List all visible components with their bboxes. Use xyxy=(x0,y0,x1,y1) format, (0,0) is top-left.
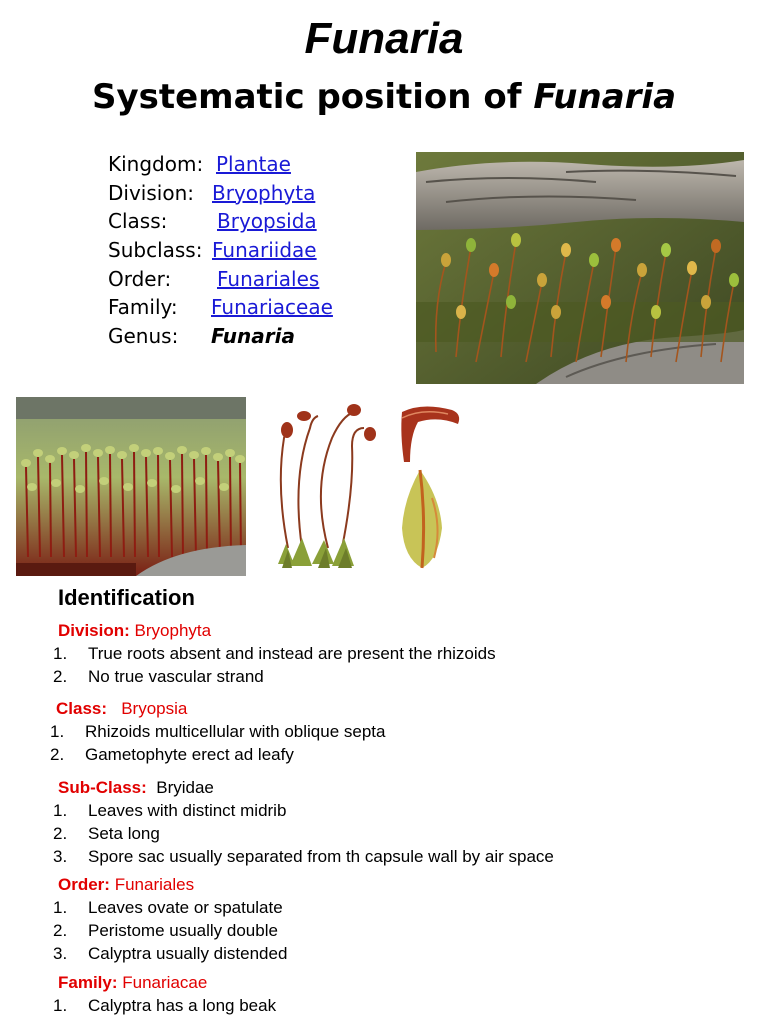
taxonomy-rank: Class: xyxy=(108,209,168,234)
list-item xyxy=(53,920,278,942)
group-value: Bryidae xyxy=(156,778,214,797)
identification-group-division xyxy=(58,620,211,642)
group-label: Order: xyxy=(58,875,110,894)
list-item xyxy=(53,666,264,688)
identification-group-order xyxy=(58,874,194,896)
list-item-number: 2. xyxy=(53,824,68,843)
taxonomy-link-funariaceae[interactable]: Funariaceae xyxy=(211,295,333,320)
list-item-number: 1. xyxy=(53,801,68,820)
taxonomy-rank: Kingdom: xyxy=(108,152,204,176)
list-item-number: 1. xyxy=(53,644,68,663)
taxonomy-row-division xyxy=(108,179,408,208)
group-label: Sub-Class: xyxy=(58,778,147,797)
list-item xyxy=(50,721,385,743)
taxonomy-row-genus xyxy=(108,322,408,351)
page-title: Funaria xyxy=(304,14,464,63)
taxonomy-row-class xyxy=(108,207,408,236)
list-item-number: 1. xyxy=(53,996,68,1015)
taxonomy-rank: Division: xyxy=(108,180,194,205)
taxonomy-row-subclass xyxy=(108,236,408,265)
taxonomy-table xyxy=(108,150,408,351)
list-item xyxy=(53,897,283,919)
list-item-text: No true vascular strand xyxy=(88,667,264,686)
list-item-number: 3. xyxy=(53,847,68,866)
list-item-number: 3. xyxy=(53,944,68,963)
taxonomy-genus-value: Funaria xyxy=(211,324,295,349)
list-item-text: Calyptra usually distended xyxy=(88,944,288,963)
moss-on-log-photo xyxy=(416,152,744,384)
taxonomy-link-plantae[interactable]: Plantae xyxy=(216,152,291,176)
page-subtitle xyxy=(0,74,768,120)
moss-colony-photo xyxy=(16,397,246,576)
group-label: Division: xyxy=(58,621,130,640)
group-value: Funariacae xyxy=(122,973,208,992)
group-value: Bryophyta xyxy=(134,621,212,640)
group-value: Bryopsia xyxy=(121,699,188,718)
subtitle-prefix: Systematic position of xyxy=(91,77,534,117)
list-item-text: Rhizoids multicellular with oblique septa xyxy=(85,722,386,741)
taxonomy-rank: Order: xyxy=(108,266,172,291)
list-item-text: Gametophyte erect ad leafy xyxy=(85,745,294,764)
list-item-text: Calyptra has a long beak xyxy=(88,996,277,1015)
list-item-number: 1. xyxy=(50,722,65,741)
list-item xyxy=(53,800,286,822)
list-item-text: Peristome usually double xyxy=(88,921,278,940)
subtitle-genus: Funaria xyxy=(533,77,677,117)
list-item xyxy=(53,643,496,665)
list-item-number: 1. xyxy=(53,898,68,917)
list-item xyxy=(53,995,276,1017)
taxonomy-link-funariidae[interactable]: Funariidae xyxy=(212,238,317,263)
list-item-text: Leaves with distinct midrib xyxy=(88,801,287,820)
taxonomy-link-funariales[interactable]: Funariales xyxy=(217,266,320,291)
list-item-text: True roots absent and instead are present the rhizoids xyxy=(88,644,496,663)
list-item-text: Seta long xyxy=(88,824,160,843)
list-item-number: 2. xyxy=(53,667,68,686)
taxonomy-rank: Family: xyxy=(108,295,178,320)
group-label: Family: xyxy=(58,973,118,992)
group-value: Funariales xyxy=(114,875,195,894)
list-item-text: Leaves ovate or spatulate xyxy=(88,898,283,917)
list-item-number: 2. xyxy=(53,921,68,940)
identification-group-family xyxy=(58,972,207,994)
list-item-text: Spore sac usually separated from th capsule wall by air space xyxy=(88,847,554,866)
list-item xyxy=(53,823,160,845)
group-label: Class: xyxy=(56,699,108,718)
taxonomy-rank: Subclass: xyxy=(108,238,203,263)
identification-group-class xyxy=(56,698,187,720)
list-item-number: 2. xyxy=(50,745,65,764)
identification-group-subclass xyxy=(58,777,214,799)
funaria-sporophyte-illustration xyxy=(262,398,472,576)
taxonomy-row-family xyxy=(108,293,408,322)
identification-heading: Identification xyxy=(58,585,195,610)
taxonomy-link-bryopsida[interactable]: Bryopsida xyxy=(217,209,317,234)
taxonomy-link-bryophyta[interactable]: Bryophyta xyxy=(212,180,316,205)
list-item xyxy=(50,744,294,766)
list-item xyxy=(53,943,287,965)
taxonomy-row-kingdom xyxy=(108,150,408,179)
taxonomy-rank: Genus: xyxy=(108,324,179,349)
taxonomy-row-order xyxy=(108,265,408,294)
list-item xyxy=(53,846,554,868)
